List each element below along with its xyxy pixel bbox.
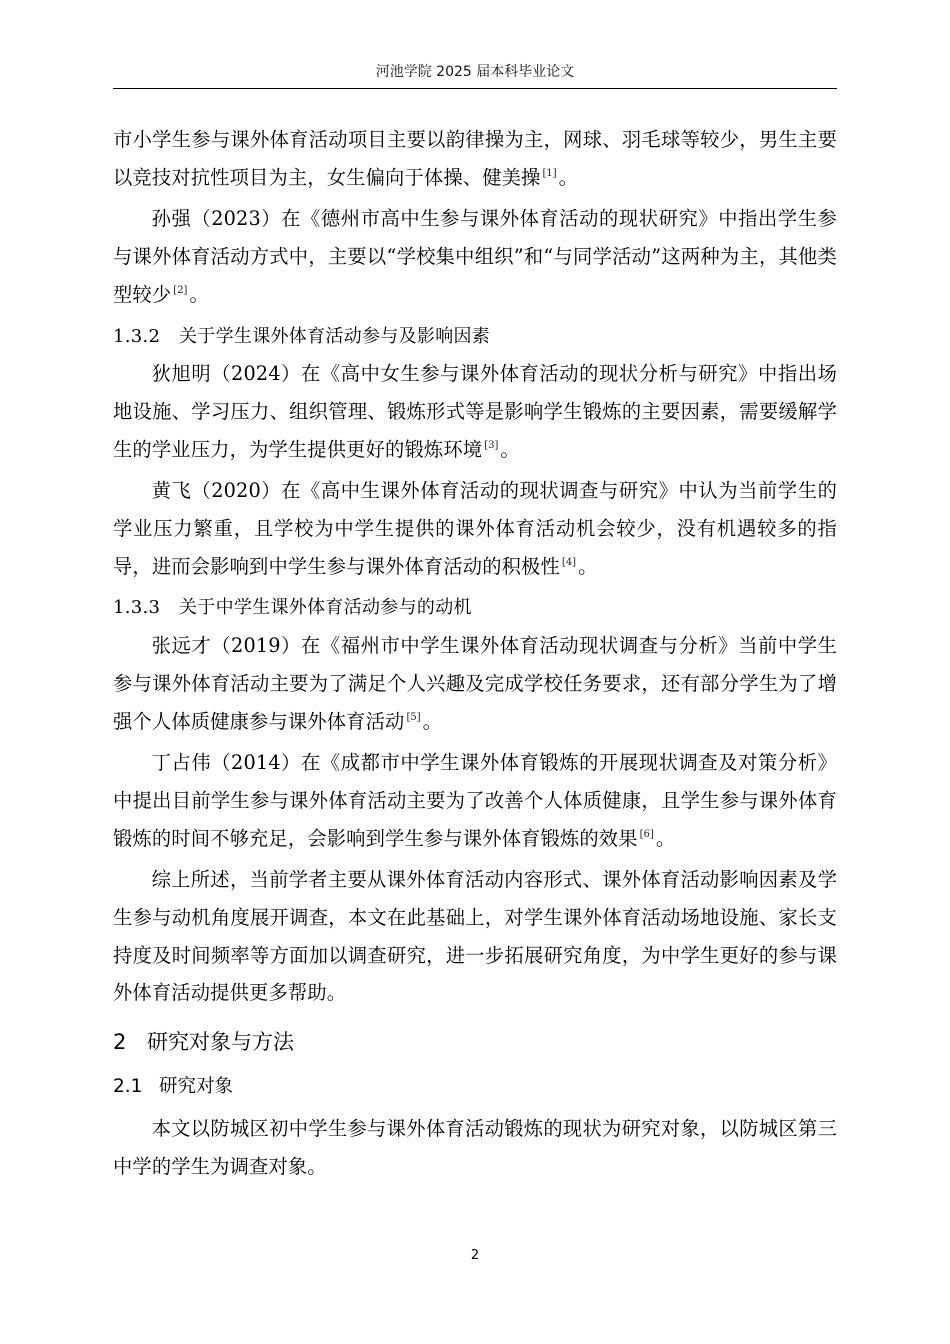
paragraph (113, 627, 837, 744)
paragraph-end: 。 (655, 826, 676, 850)
section-heading-1-3-2 (113, 318, 837, 356)
citation-marker: [4] (561, 556, 577, 568)
page-content (113, 121, 837, 1186)
paragraph (113, 200, 837, 317)
paragraph (113, 355, 837, 472)
running-header: 河池学院 2025 届本科毕业论文 (375, 64, 575, 80)
citation-marker: [5] (406, 711, 421, 723)
chapter-title: 研究对象与方法 (147, 1030, 294, 1055)
section-heading-1-3-3 (113, 589, 837, 627)
page-number: 2 (470, 1248, 480, 1263)
citation-marker: [6] (639, 828, 654, 840)
paragraph-end: 。 (422, 709, 443, 733)
paragraph (113, 121, 837, 200)
citation-marker: [2] (173, 284, 188, 296)
paragraph-text: 丁占伟（2014）在《成都市中学生课外体育锻炼的开展现状调查及对策分析》中提出目前学生参与课外体育活动主要为了改善个人体质健康，且学生参与课外体育锻炼的时间不够充足，会影响到学生参与课外体育锻炼的效果 (113, 751, 837, 850)
paragraph-end: 。 (558, 165, 579, 189)
paragraph-text: 孙强（2023）在《德州市高中生参与课外体育活动的现状研究》中指出学生参与课外体育活动方式中，主要以“学校集中组织”和“与同学活动”这两种为主，其他类型较少 (113, 207, 837, 306)
paragraph (113, 472, 837, 589)
paragraph-end: 。 (578, 554, 598, 578)
section-title: 研究对象 (159, 1076, 234, 1098)
section-title: 关于学生课外体育活动参与及影响因素 (179, 325, 491, 347)
section-heading-2-1 (113, 1068, 837, 1106)
paragraph-end: 。 (189, 282, 209, 306)
paragraph: 综上所述，当前学者主要从课外体育活动内容形式、课外体育活动影响因素及学生参与动机角度展开调查，本文在此基础上，对学生课外体育活动场地设施、家长支持度及时间频率等方面加以调查研究，进一步拓展研究角度，为中学生更好的参与课外体育活动提供更多帮助。 (113, 868, 837, 1005)
section-number: 1.3.2 (113, 325, 161, 347)
paragraph-text: 张远才（2019）在《福州市中学生课外体育活动现状调查与分析》当前中学生参与课外体育活动主要为了满足个人兴趣及完成学校任务要求，还有部分学生为了增强个人体质健康参与课外体育活动 (113, 634, 837, 733)
paragraph-text: 黄飞（2020）在《高中生课外体育活动的现状调查与研究》中认为当前学生的学业压力繁重，且学校为中学生提供的课外体育活动机会较少，没有机遇较多的指导，进而会影响到中学生参与课外体育活动的积极性 (113, 479, 837, 578)
paragraph-text: 市小学生参与课外体育活动项目主要以韵律操为主，网球、羽毛球等较少，男生主要以竞技对抗性项目为主，女生偏向于体操、健美操 (113, 128, 837, 189)
section-title: 关于中学生课外体育活动参与的动机 (179, 597, 472, 619)
chapter-heading-2 (113, 1022, 837, 1062)
section-number: 2.1 (113, 1076, 143, 1098)
paragraph (113, 744, 837, 861)
paragraph-text: 狄旭明（2024）在《高中女生参与课外体育活动的现状分析与研究》中指出场地设施、学习压力、组织管理、锻炼形式等是影响学生锻炼的主要因素，需要缓解学生的学业压力，为学生提供更好的锻炼环境 (113, 362, 837, 461)
citation-marker: [3] (484, 439, 499, 451)
header-rule (113, 88, 837, 89)
section-number: 1.3.3 (113, 597, 161, 619)
paragraph: 本文以防城区初中学生参与课外体育活动锻炼的现状为研究对象，以防城区第三中学的学生为调查对象。 (113, 1117, 837, 1178)
paragraph-end: 。 (500, 437, 520, 461)
chapter-number: 2 (113, 1030, 127, 1055)
citation-marker: [1] (542, 167, 557, 179)
